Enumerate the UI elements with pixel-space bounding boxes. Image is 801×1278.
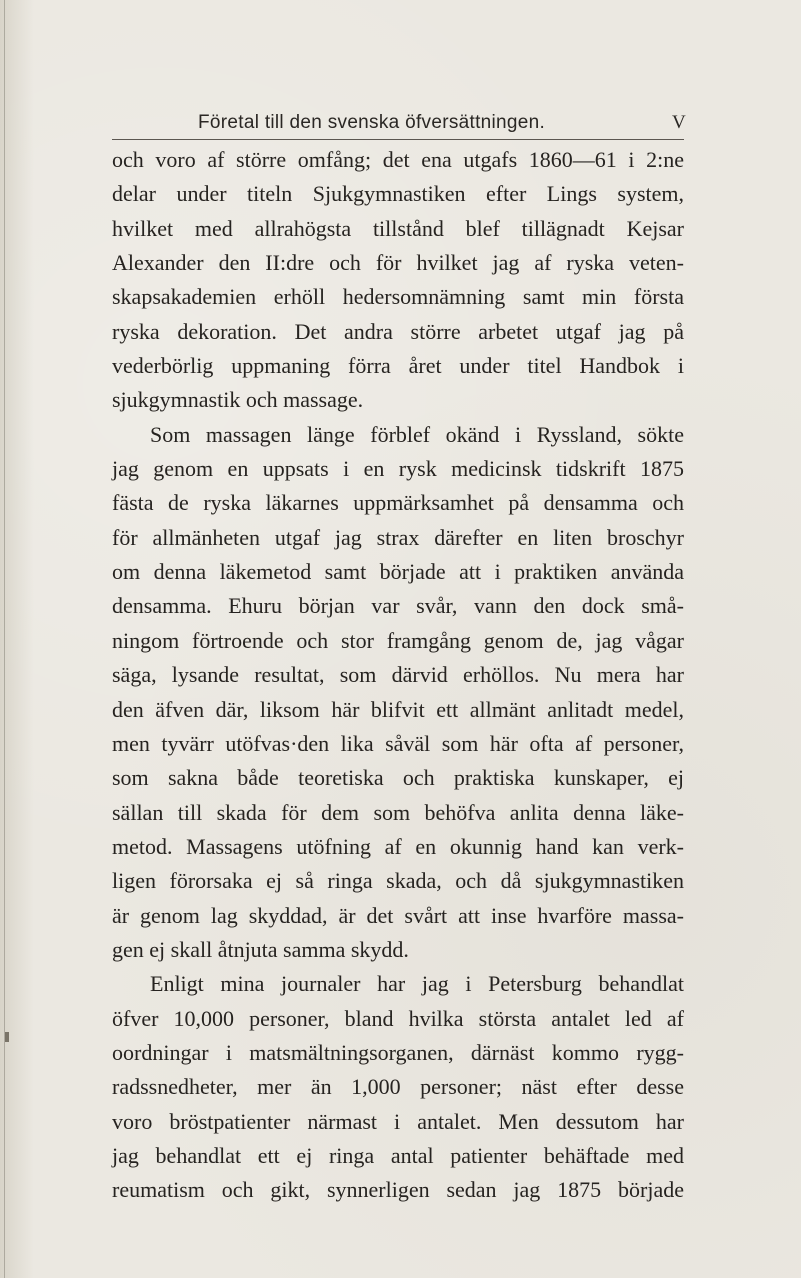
text-line: fästa de ryska läkarnes uppmärksamhet på densamma och <box>112 490 684 516</box>
text-line: reumatism och gikt, synnerligen sedan jag 1875 började <box>112 1177 684 1203</box>
paragraph-start-line: Som massagen länge förblef okänd i Ryssland, sökte <box>150 421 684 447</box>
text-line: jag genom en uppsats i en rysk medicinsk tidskrift 1875 <box>112 456 684 482</box>
text-line: skapsakademien erhöll hedersomnämning samt min första <box>112 284 684 310</box>
text-line: sjukgymnastik och massage. <box>112 387 364 413</box>
text-line: radssnedheter, mer än 1,000 personer; näst efter desse <box>112 1074 684 1100</box>
text-line: vederbörlig uppmaning förra året under titel Handbok i <box>112 353 684 379</box>
text-line: men tyvärr utöfvas·den lika såväl som här ofta af personer, <box>112 730 684 756</box>
page-edge-line <box>4 0 5 1278</box>
text-line: ligen förorsaka ej så ringa skada, och då sjukgymnastiken <box>112 868 684 894</box>
text-line: och voro af större omfång; det ena utgafs 1860—61 i 2:ne <box>112 147 684 172</box>
text-line: delar under titeln Sjukgymnastiken efter Lings system, <box>112 181 684 207</box>
text-line: för allmänheten utgaf jag strax därefter en liten broschyr <box>112 524 684 550</box>
text-line: om denna läkemetod samt började att i praktiken använda <box>112 559 684 585</box>
text-line: som sakna både teoretiska och praktiska kunskaper, ej <box>112 765 684 791</box>
text-line: gen ej skall åtnjuta samma skydd. <box>112 936 409 962</box>
body-text <box>112 143 684 1208</box>
text-line: voro bröstpatienter närmast i antalet. Men dessutom har <box>112 1108 684 1134</box>
text-line: oordningar i matsmältningsorganen, därnäst kommo rygg- <box>112 1039 684 1065</box>
text-line: hvilket med allrahögsta tillstånd blef tillägnadt Kejsar <box>112 215 684 241</box>
text-line: ryska dekoration. Det andra större arbetet utgaf jag på <box>112 318 684 344</box>
text-line: jag behandlat ett ej ringa antal patienter behäftade med <box>112 1142 684 1168</box>
text-line: öfver 10,000 personer, bland hvilka största antalet led af <box>112 1005 684 1031</box>
text-line: metod. Massagens utöfning af en okunnig hand kan verk- <box>112 833 684 859</box>
text-line: densamma. Ehuru början var svår, vann den dock små- <box>112 593 684 619</box>
page-number: V <box>672 112 686 133</box>
page-gutter-shadow <box>0 0 34 1278</box>
page-edge-mark <box>5 1032 9 1042</box>
running-title: Företal till den svenska öfversättningen. <box>198 112 546 133</box>
paragraph-start-line: Enligt mina journaler har jag i Petersburg behandlat <box>150 971 684 997</box>
text-line: är genom lag skyddad, är det svårt att inse hvarföre massa- <box>112 902 684 928</box>
running-head <box>112 112 684 142</box>
text-line: säga, lysande resultat, som därvid erhöllos. Nu mera har <box>112 662 684 688</box>
text-line: ningom förtroende och stor framgång genom de, jag vågar <box>112 627 684 653</box>
header-rule <box>112 139 684 140</box>
text-line: Alexander den II:dre och för hvilket jag af ryska veten- <box>112 250 684 276</box>
text-line: den äfven där, liksom här blifvit ett allmänt anlitadt medel, <box>112 696 684 722</box>
text-line: sällan till skada för dem som behöfva anlita denna läke- <box>112 799 684 825</box>
